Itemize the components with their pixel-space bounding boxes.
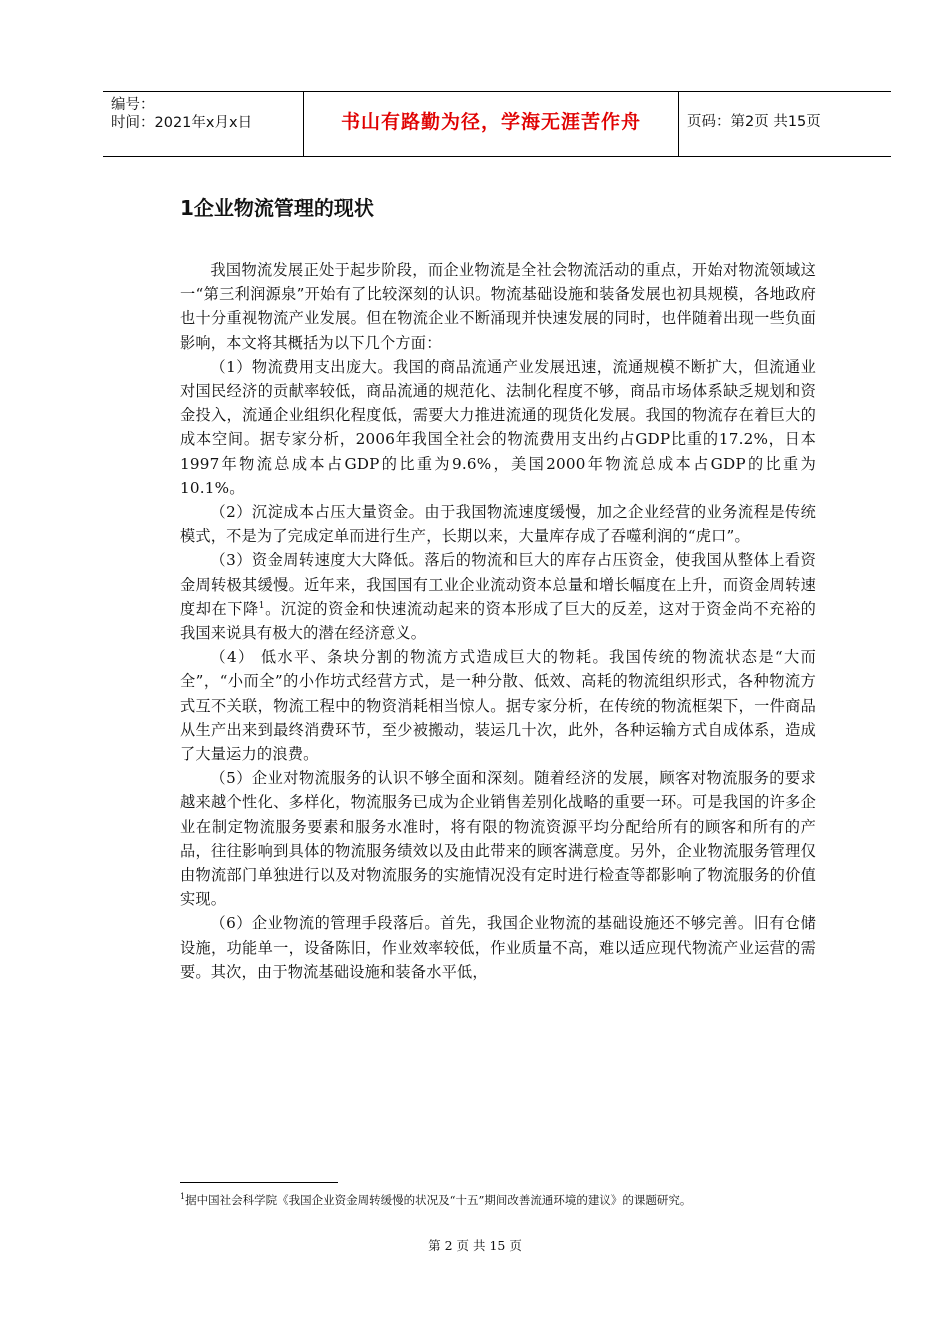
footnote-mark: 1 bbox=[180, 1192, 186, 1201]
paragraph-item-3 bbox=[180, 548, 816, 645]
paragraph-item-4: （4） 低水平、条块分割的物流方式造成巨大的物耗。我国传统的物流状态是“大而全”，“小而全”的小作坊式经营方式，是一种分散、低效、高耗的物流组织形式，各种物流方式互不关联，物流工程中的物资消耗相当惊人。据专家分析，在传统的物流框架下，一件商品从生产出来到最终消费环节，至少被搬动，装运几十次，此外，各种运输方式自成体系，造成了大量运力的浪费。 bbox=[180, 648, 816, 764]
footnote-text: 据中国社会科学院《我国企业资金周转缓慢的状况及“十五”期间改善流通环境的建议》的课题研究。 bbox=[185, 1192, 692, 1207]
section-title: 1企业物流管理的现状 bbox=[180, 196, 374, 220]
footnote-divider bbox=[180, 1182, 338, 1183]
paragraph-intro: 我国物流发展正处于起步阶段，而企业物流是全社会物流活动的重点，开始对物流领域这一“第三利润源泉”开始有了比较深刻的认识。物流基础设施和装备发展也初具规模，各地政府也十分重视物流产业发展。但在物流企业不断涌现并快速发展的同时，也伴随着出现一些负面影响，本文将其概括为以下几个方面： bbox=[180, 261, 816, 352]
document-number-label: 编号： bbox=[111, 97, 155, 113]
page-footer bbox=[0, 1236, 950, 1254]
header-meta-cell bbox=[103, 92, 304, 156]
document-time-label: 时间：2021年x月x日 bbox=[111, 115, 253, 131]
document-body bbox=[180, 190, 816, 984]
header-motto: 书山有路勤为径，学海无涯苦作舟 bbox=[304, 92, 679, 156]
footnote-reference[interactable]: 1 bbox=[258, 600, 265, 611]
header-page-info: 页码：第2页 共15页 bbox=[687, 113, 821, 130]
paragraph-item-3-text-b: 。沉淀的资金和快速流动起来的资本形成了巨大的反差，这对于资金尚不充裕的我国来说具有极大的潜在经济意义。 bbox=[180, 599, 817, 643]
footer-page-number: 第 2 页 共 15 页 bbox=[428, 1238, 522, 1253]
paragraph-item-6: （6）企业物流的管理手段落后。首先，我国企业物流的基础设施还不够完善。旧有仓储设施，功能单一，设备陈旧，作业效率较低，作业质量不高，难以适应现代物流产业运营的需要。其次，由于物流基础设施和装备水平低， bbox=[180, 914, 816, 981]
paragraph-item-2: （2）沉淀成本占压大量资金。由于我国物流速度缓慢，加之企业经营的业务流程是传统模式，不是为了完成定单而进行生产，长期以来，大量库存成了吞噬利润的“虎口”。 bbox=[180, 503, 816, 546]
paragraph-item-3-text-a: （3）资金周转速度大大降低。落后的物流和巨大的库存占压资金，使我国从整体上看资金周转极其缓慢。近年来，我国国有工业企业流动资本总量和增长幅度在上升，而资金周转速度却在下降 bbox=[180, 551, 816, 618]
paragraph-item-5: （5）企业对物流服务的认识不够全面和深刻。随着经济的发展，顾客对物流服务的要求越来越个性化、多样化，物流服务已成为企业销售差别化战略的重要一环。可是我国的许多企业在制定物流服务要素和服务水准时，将有限的物流资源平均分配给所有的顾客和所有的产品，往往影响到具体的物流服务绩效以及由此带来的顾客满意度。另外，企业物流服务管理仅由物流部门单独进行以及对物流服务的实施情况没有定时进行检查等都影响了物流服务的价值实现。 bbox=[180, 769, 816, 909]
document-header bbox=[103, 91, 891, 157]
footnote bbox=[180, 1188, 816, 1209]
paragraph-item-1: （1）物流费用支出庞大。我国的商品流通产业发展迅速，流通规模不断扩大，但流通业对国民经济的贡献率较低，商品流通的规范化、法制化程度不够，商品市场体系缺乏规划和资金投入，流通企业组织化程度低，需要大力推进流通的现货化发展。我国的物流存在着巨大的成本空间。据专家分析，2006年我国全社会的物流费用支出约占GDP比重的17.2%，日本1997年物流总成本占GDP的比重为9.6%，美国2000年物流总成本占GDP的比重为10.1%。 bbox=[180, 357, 816, 497]
